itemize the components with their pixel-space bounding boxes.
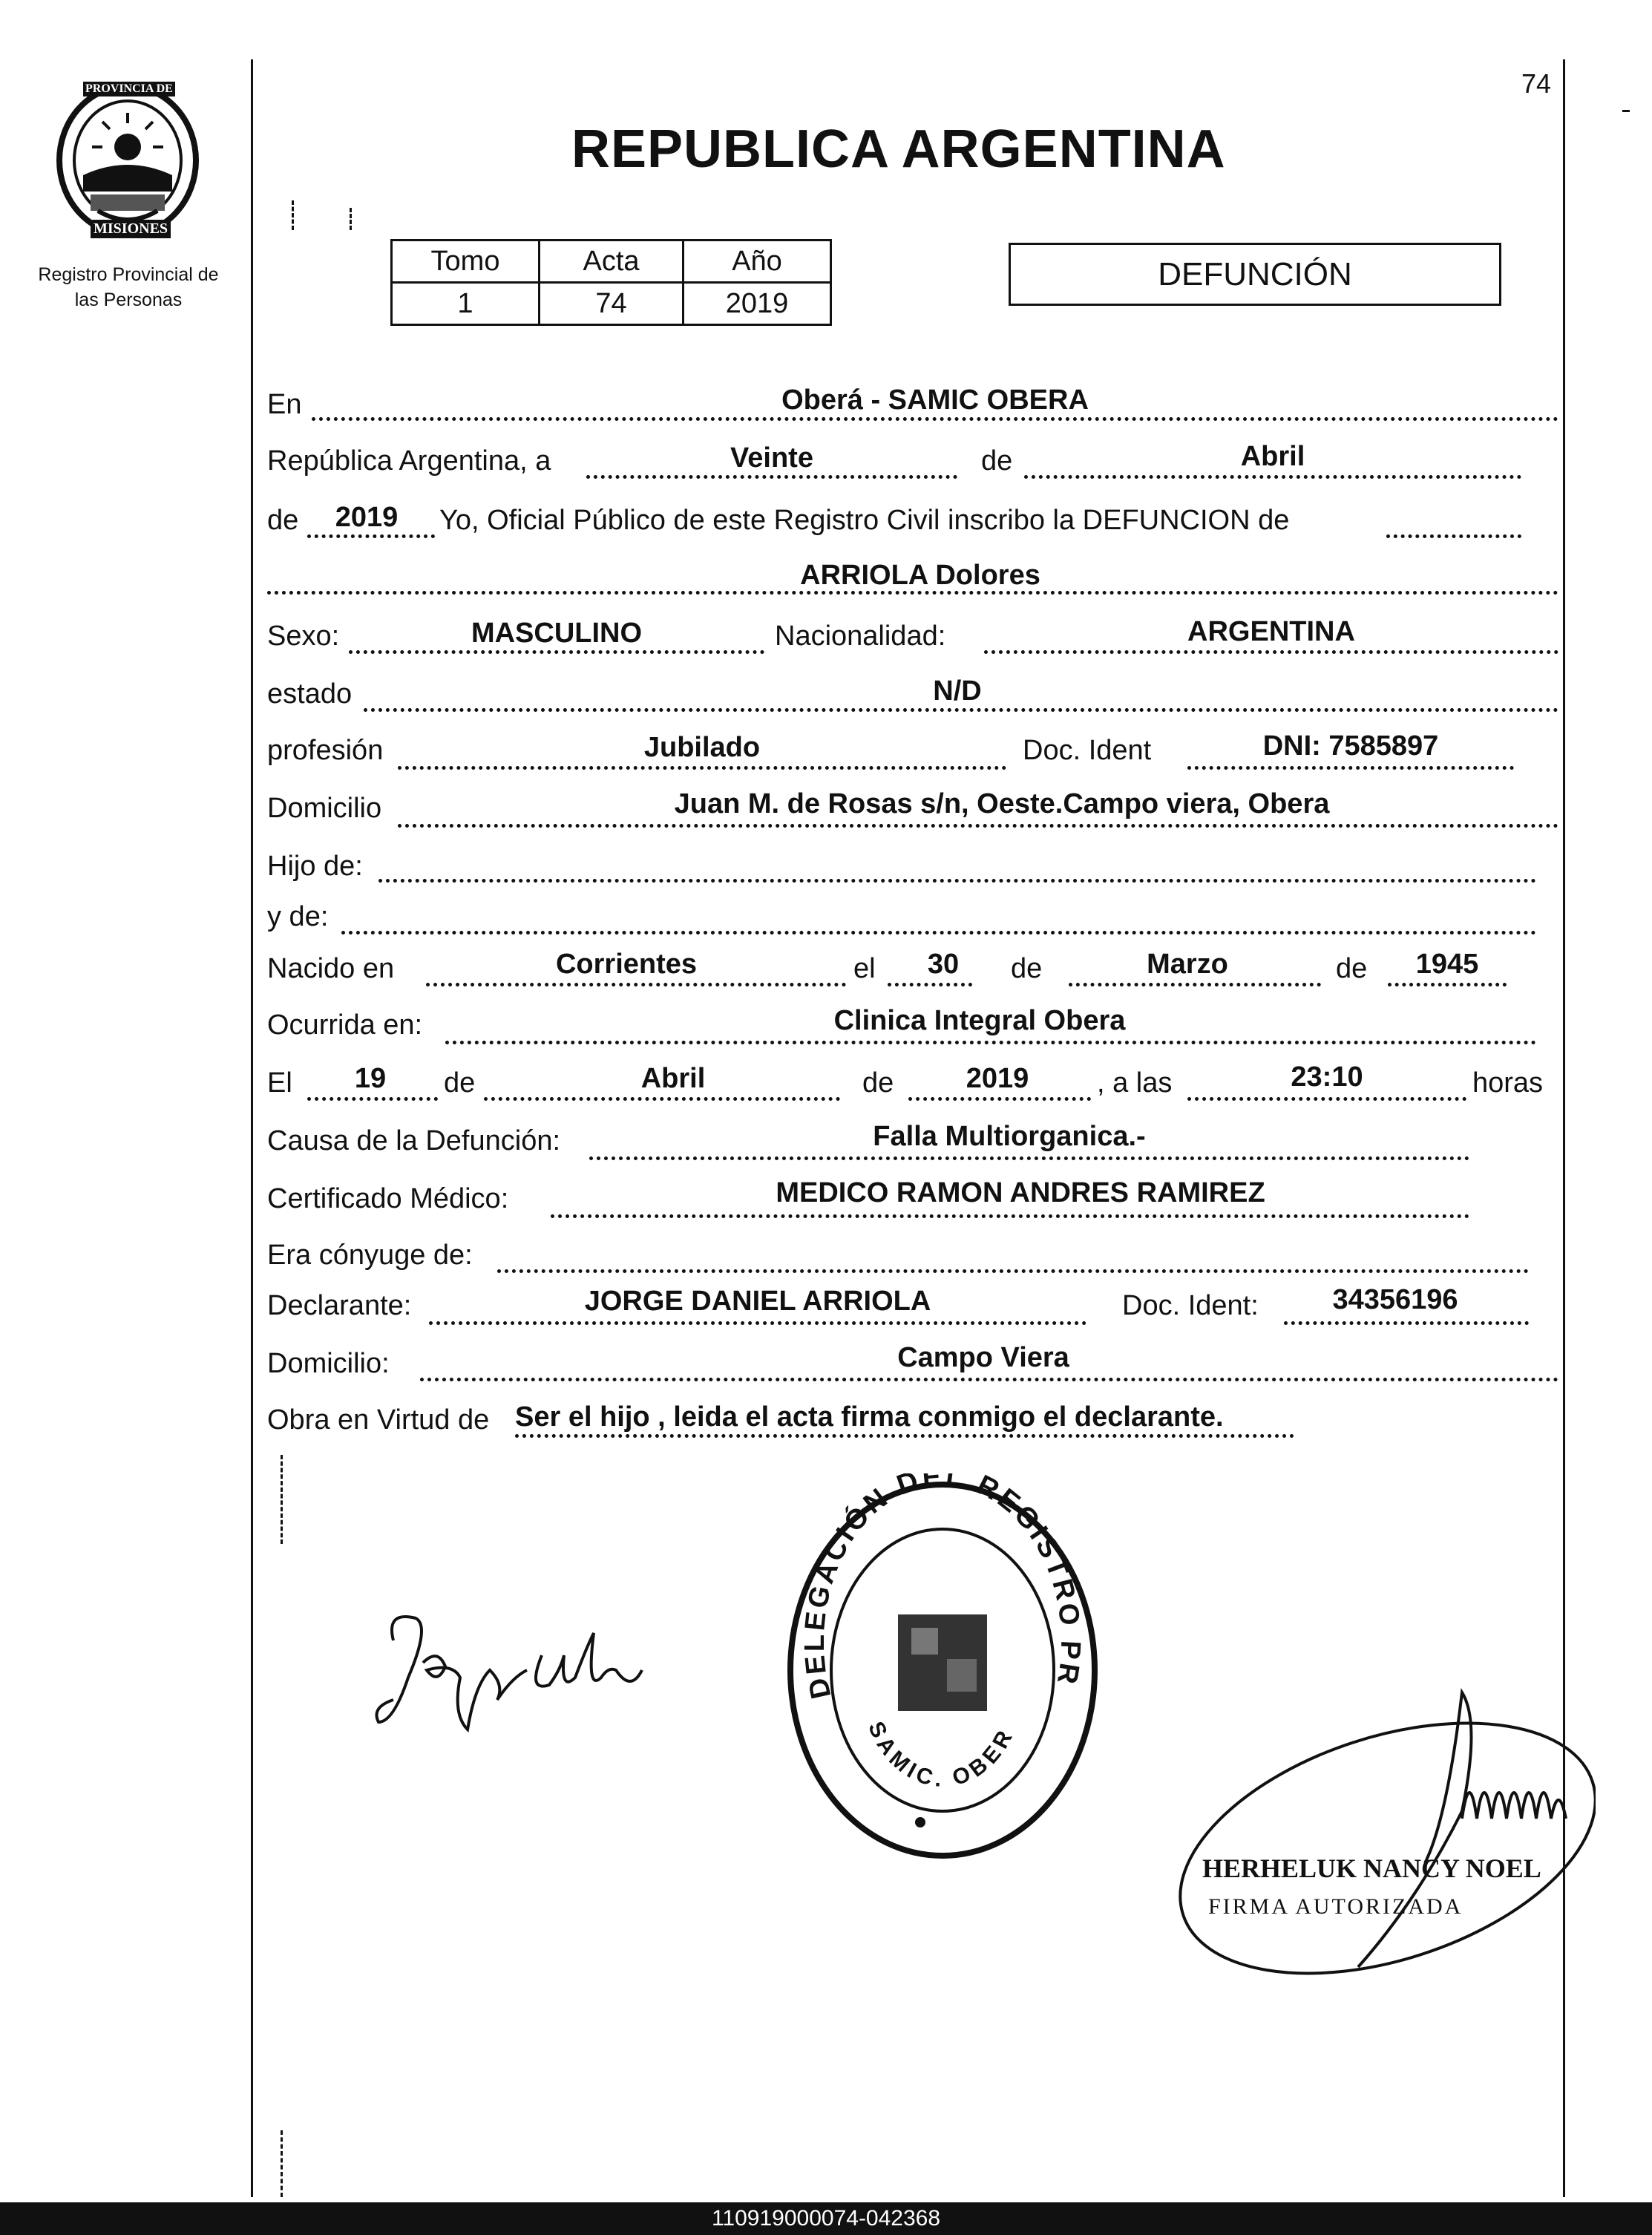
nacido-anio: 1945 xyxy=(1415,949,1479,980)
nacido-mes: Marzo xyxy=(1147,949,1228,980)
de-label5: de xyxy=(444,1067,476,1099)
stamp-inner-text: SAMIC. OBER xyxy=(863,1718,1020,1792)
certificado-line xyxy=(551,1214,1469,1218)
death-day-line xyxy=(307,1097,438,1101)
domicilio-value: Juan M. de Rosas s/n, Oeste.Campo viera, Obera xyxy=(674,788,1330,819)
declarante-doc-line xyxy=(1284,1321,1529,1325)
official-name: HERHELUK NANCY NOEL xyxy=(1202,1853,1541,1883)
seal-text-bottom: MISIONES xyxy=(91,220,171,238)
ocurrida-label: Ocurrida en: xyxy=(267,1009,423,1041)
republica-label: República Argentina, a xyxy=(267,445,551,477)
hijo-de-line xyxy=(378,879,1536,883)
year-line xyxy=(307,534,435,538)
day-line xyxy=(586,475,957,479)
causa-line xyxy=(589,1156,1469,1160)
de-label3: de xyxy=(1011,953,1043,984)
obra-line xyxy=(515,1434,1294,1438)
declarante-doc: 34356196 xyxy=(1332,1284,1458,1315)
acta-value: 74 xyxy=(540,283,684,325)
en-label: En xyxy=(267,389,302,420)
month-text: Abril xyxy=(1240,441,1305,472)
declarante-line xyxy=(429,1321,1086,1325)
de-label4: de xyxy=(1336,953,1368,984)
page-title: REPUBLICA ARGENTINA xyxy=(571,120,1226,179)
profesion-value: Jubilado xyxy=(643,732,761,763)
signature-icon xyxy=(364,1596,661,1744)
causa-label: Causa de la Defunción: xyxy=(267,1125,561,1156)
conyuge-label: Era cónyuge de: xyxy=(267,1240,473,1271)
a-las-label: , a las xyxy=(1097,1067,1173,1099)
death-month-line xyxy=(484,1097,840,1101)
province-seal xyxy=(53,80,202,243)
death-time-line xyxy=(1187,1097,1466,1101)
doc-ident-label2: Doc. Ident: xyxy=(1122,1290,1259,1321)
doc-ident-label: Doc. Ident xyxy=(1023,735,1152,766)
nacionalidad-label: Nacionalidad: xyxy=(775,621,946,652)
inscribo-line xyxy=(1386,534,1521,538)
certificado-value: MEDICO RAMON ANDRES RAMIREZ xyxy=(776,1177,1265,1208)
profesion-line xyxy=(398,766,1006,770)
left-inner-dash xyxy=(281,2130,283,2197)
record-table-value-row xyxy=(392,283,831,325)
nacido-anio-line xyxy=(1388,983,1507,986)
day-text: Veinte xyxy=(730,442,813,474)
tomo-value: 1 xyxy=(392,283,540,325)
nacido-lugar-line xyxy=(426,983,846,986)
de-label: de xyxy=(981,445,1013,477)
ocurrida-value: Clinica Integral Obera xyxy=(833,1005,1126,1036)
de-label2: de xyxy=(267,505,299,536)
domicilio-line xyxy=(398,824,1558,828)
declarante-label: Declarante: xyxy=(267,1290,412,1321)
obra-value: Ser el hijo , leida el acta firma conmigo el declarante. xyxy=(515,1401,1224,1433)
registry-name-line2: las Personas xyxy=(74,289,183,310)
left-inner-dash xyxy=(281,1455,283,1544)
obra-label: Obra en Virtud de xyxy=(267,1404,490,1436)
official-title: FIRMA AUTORIZADA xyxy=(1208,1894,1463,1919)
de-label6: de xyxy=(862,1067,894,1099)
doc-ident-value: DNI: 7585897 xyxy=(1262,730,1439,762)
month-line xyxy=(1024,475,1521,479)
stamp-icon xyxy=(779,1473,1106,1867)
nacido-dia-line xyxy=(888,983,972,986)
certificado-label: Certificado Médico: xyxy=(267,1183,509,1214)
estado-label: estado xyxy=(267,678,353,710)
y-de-line xyxy=(341,931,1536,935)
causa-value: Falla Multiorganica.- xyxy=(873,1121,1146,1152)
death-time: 23:10 xyxy=(1291,1061,1363,1093)
left-inner-dash xyxy=(292,200,294,230)
en-value: Oberá - SAMIC OBERA xyxy=(781,385,1089,416)
record-type: DEFUNCIÓN xyxy=(1158,255,1352,292)
page-number: 74 xyxy=(1521,68,1552,99)
estado-line xyxy=(364,708,1558,712)
death-day: 19 xyxy=(354,1063,387,1094)
profesion-label: profesión xyxy=(267,735,384,766)
nacido-dia: 30 xyxy=(927,949,960,980)
nacionalidad-value: ARGENTINA xyxy=(1187,616,1355,647)
anio-value: 2019 xyxy=(684,283,831,325)
anio-header: Año xyxy=(684,240,831,283)
nacionalidad-line xyxy=(984,650,1558,654)
record-table-header-row xyxy=(392,240,831,283)
en-line xyxy=(312,417,1558,421)
y-de-label: y de: xyxy=(267,901,329,932)
tomo-header: Tomo xyxy=(392,240,540,283)
sexo-value: MASCULINO xyxy=(471,618,643,649)
year-value: 2019 xyxy=(335,502,399,533)
domicilio-label2: Domicilio: xyxy=(267,1348,390,1379)
official-signature-scribble xyxy=(1076,1633,1596,2019)
doc-ident-line xyxy=(1187,766,1514,770)
conyuge-line xyxy=(497,1269,1529,1273)
seal-icon xyxy=(53,80,202,243)
stamp-outer-text: DELEGACIÓN DEL REGISTRO PR xyxy=(799,1473,1086,1702)
seal-text-top: PROVINCIA DE xyxy=(83,82,175,96)
el-label2: El xyxy=(267,1067,292,1099)
estado-value: N/D xyxy=(933,675,982,707)
official-signature-icon xyxy=(1076,1633,1596,2019)
declarante-domicilio-line xyxy=(420,1378,1558,1381)
left-inner-dash xyxy=(350,208,352,230)
registry-name-line1: Registro Provincial de xyxy=(38,264,219,285)
el-label: el xyxy=(853,953,876,984)
acta-header: Acta xyxy=(540,240,684,283)
death-year-line xyxy=(908,1097,1091,1101)
death-month: Abril xyxy=(640,1063,706,1094)
barcode-strip xyxy=(0,2202,1652,2235)
horas-label: horas xyxy=(1472,1067,1544,1099)
nacido-label: Nacido en xyxy=(267,953,395,984)
ocurrida-line xyxy=(445,1041,1536,1044)
nacido-mes-line xyxy=(1069,983,1321,986)
sexo-line xyxy=(349,650,764,654)
record-number-table xyxy=(390,239,832,326)
deceased-line xyxy=(267,591,1558,595)
barcode-text: 110919000074-042368 xyxy=(711,2206,941,2231)
declarante-domicilio: Campo Viera xyxy=(897,1342,1069,1373)
death-year: 2019 xyxy=(966,1063,1029,1094)
margin-tick xyxy=(1622,110,1630,112)
nacido-lugar: Corrientes xyxy=(555,949,698,980)
hijo-de-label: Hijo de: xyxy=(267,851,363,882)
left-margin-line xyxy=(251,59,253,2197)
record-type-box xyxy=(1009,243,1501,306)
deceased-name: ARRIOLA Dolores xyxy=(800,560,1040,591)
sexo-label: Sexo: xyxy=(267,621,340,652)
declarant-signature xyxy=(364,1596,661,1744)
domicilio-label: Domicilio xyxy=(267,793,382,824)
inscribo-text: Yo, Oficial Público de este Registro Civil inscribo la DEFUNCION de xyxy=(439,505,1290,536)
registry-stamp xyxy=(779,1473,1106,1867)
declarante-value: JORGE DANIEL ARRIOLA xyxy=(584,1286,931,1317)
